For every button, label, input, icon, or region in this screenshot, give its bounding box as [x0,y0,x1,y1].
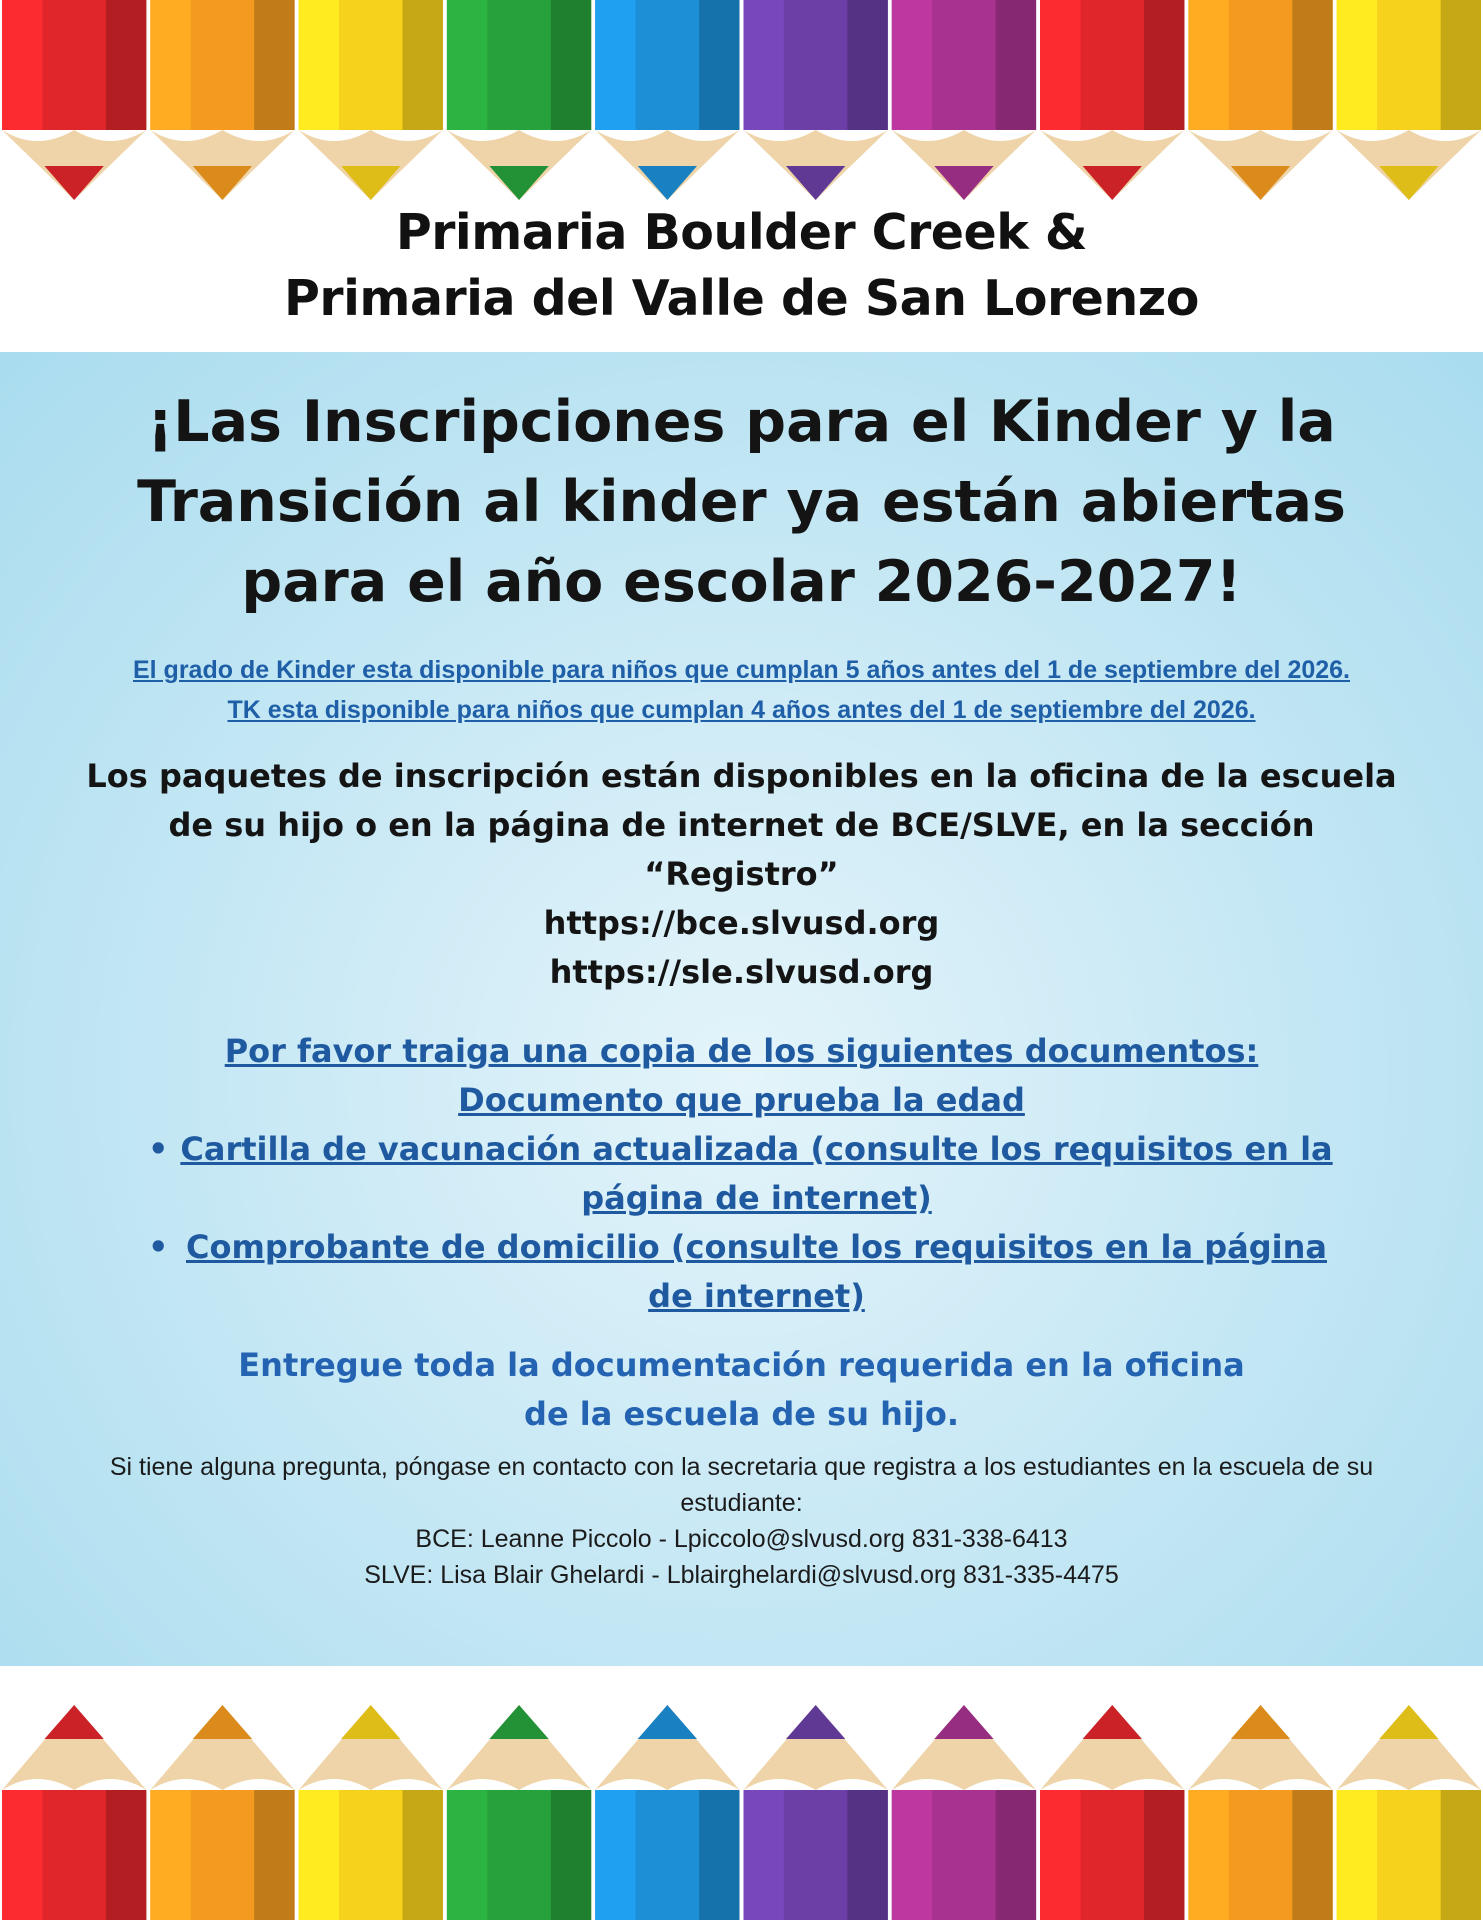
headline-line-2: Transición al kinder ya están abiertas [137,469,1346,535]
school-names-header [0,200,1483,350]
school-name-line-1: Primaria Boulder Creek & [395,204,1088,261]
bottom-pencil-border [0,1670,1483,1920]
pencil-icon [2,1705,146,1920]
contact-intro: Si tiene alguna pregunta, póngase en contacto con la secretaria que registra a los estudiantes en la escuela de su estudiante: [109,1453,1374,1517]
pencil-icon [744,1705,888,1920]
bullet-icon: • [148,1228,169,1266]
pencil-icon [1188,0,1332,200]
pencil-icon [1337,1705,1481,1920]
contact-info [60,1449,1423,1593]
bullet-icon: • [148,1130,169,1168]
kinder-eligibility-link[interactable]: El grado de Kinder esta disponible para niños que cumplan 5 años antes del 1 de septiembre del 2026. [132,656,1351,684]
pencil-icon [299,1705,443,1920]
pencil-icon [595,0,739,200]
pencil-icon [2,0,146,200]
pencil-icon [892,0,1036,200]
pencil-icon [1337,0,1481,200]
pencil-icon [447,1705,591,1920]
documents-list [60,1125,1423,1321]
document-item-residence-text: Comprobante de domicilio (consulte los requisitos en la página de internet) [186,1228,1327,1315]
pencil-icon [1188,1705,1332,1920]
contact-bce: BCE: Leanne Piccolo - Lpiccolo@slvusd.org 831-338-6413 [415,1525,1068,1553]
eligibility-info [50,650,1433,730]
age-proof-document[interactable]: Documento que prueba la edad [458,1081,1025,1119]
registration-packets-info [80,752,1403,997]
headline-line-1: ¡Las Inscripciones para el Kinder y la [147,389,1336,455]
bce-website-url[interactable]: https://bce.slvusd.org [543,904,940,942]
tk-eligibility-link[interactable]: TK esta disponible para niños que cumplan 4 años antes del 1 de septiembre del 2026. [227,696,1256,724]
pencil-icon [299,0,443,200]
school-name-line-2: Primaria del Valle de San Lorenzo [284,270,1199,327]
document-item-residence[interactable] [148,1223,1353,1321]
pencil-icon [150,1705,294,1920]
packets-text: Los paquetes de inscripción están disponibles en la oficina de la escuela de su hijo o en la página de internet de BCE/SLVE, en la sección “Registro” [86,757,1397,893]
pencil-icon [1040,0,1184,200]
pencil-icon [447,0,591,200]
enrollment-headline [40,382,1443,622]
pencil-icon [744,0,888,200]
flyer-content-panel [0,352,1483,1666]
deliver-line-2: de la escuela de su hijo. [524,1395,959,1433]
pencil-icon [892,1705,1036,1920]
pencil-icon [150,0,294,200]
contact-slve: SLVE: Lisa Blair Ghelardi - Lblairghelardi@slvusd.org 831-335-4475 [364,1561,1119,1589]
submission-instructions [80,1341,1403,1439]
required-documents [60,1027,1423,1321]
top-pencil-border [0,0,1483,215]
sle-website-url[interactable]: https://sle.slvusd.org [549,953,934,991]
pencil-icon [1040,1705,1184,1920]
headline-line-3: para el año escolar 2026-2027! [241,549,1242,615]
pencil-icon [595,1705,739,1920]
document-item-vaccination-text: Cartilla de vacunación actualizada (consulte los requisitos en la página de internet) [180,1130,1333,1217]
deliver-line-1: Entregue toda la documentación requerida en la oficina [238,1346,1245,1384]
document-item-vaccination[interactable] [148,1125,1353,1223]
documents-intro[interactable]: Por favor traiga una copia de los siguientes documentos: [224,1032,1259,1070]
